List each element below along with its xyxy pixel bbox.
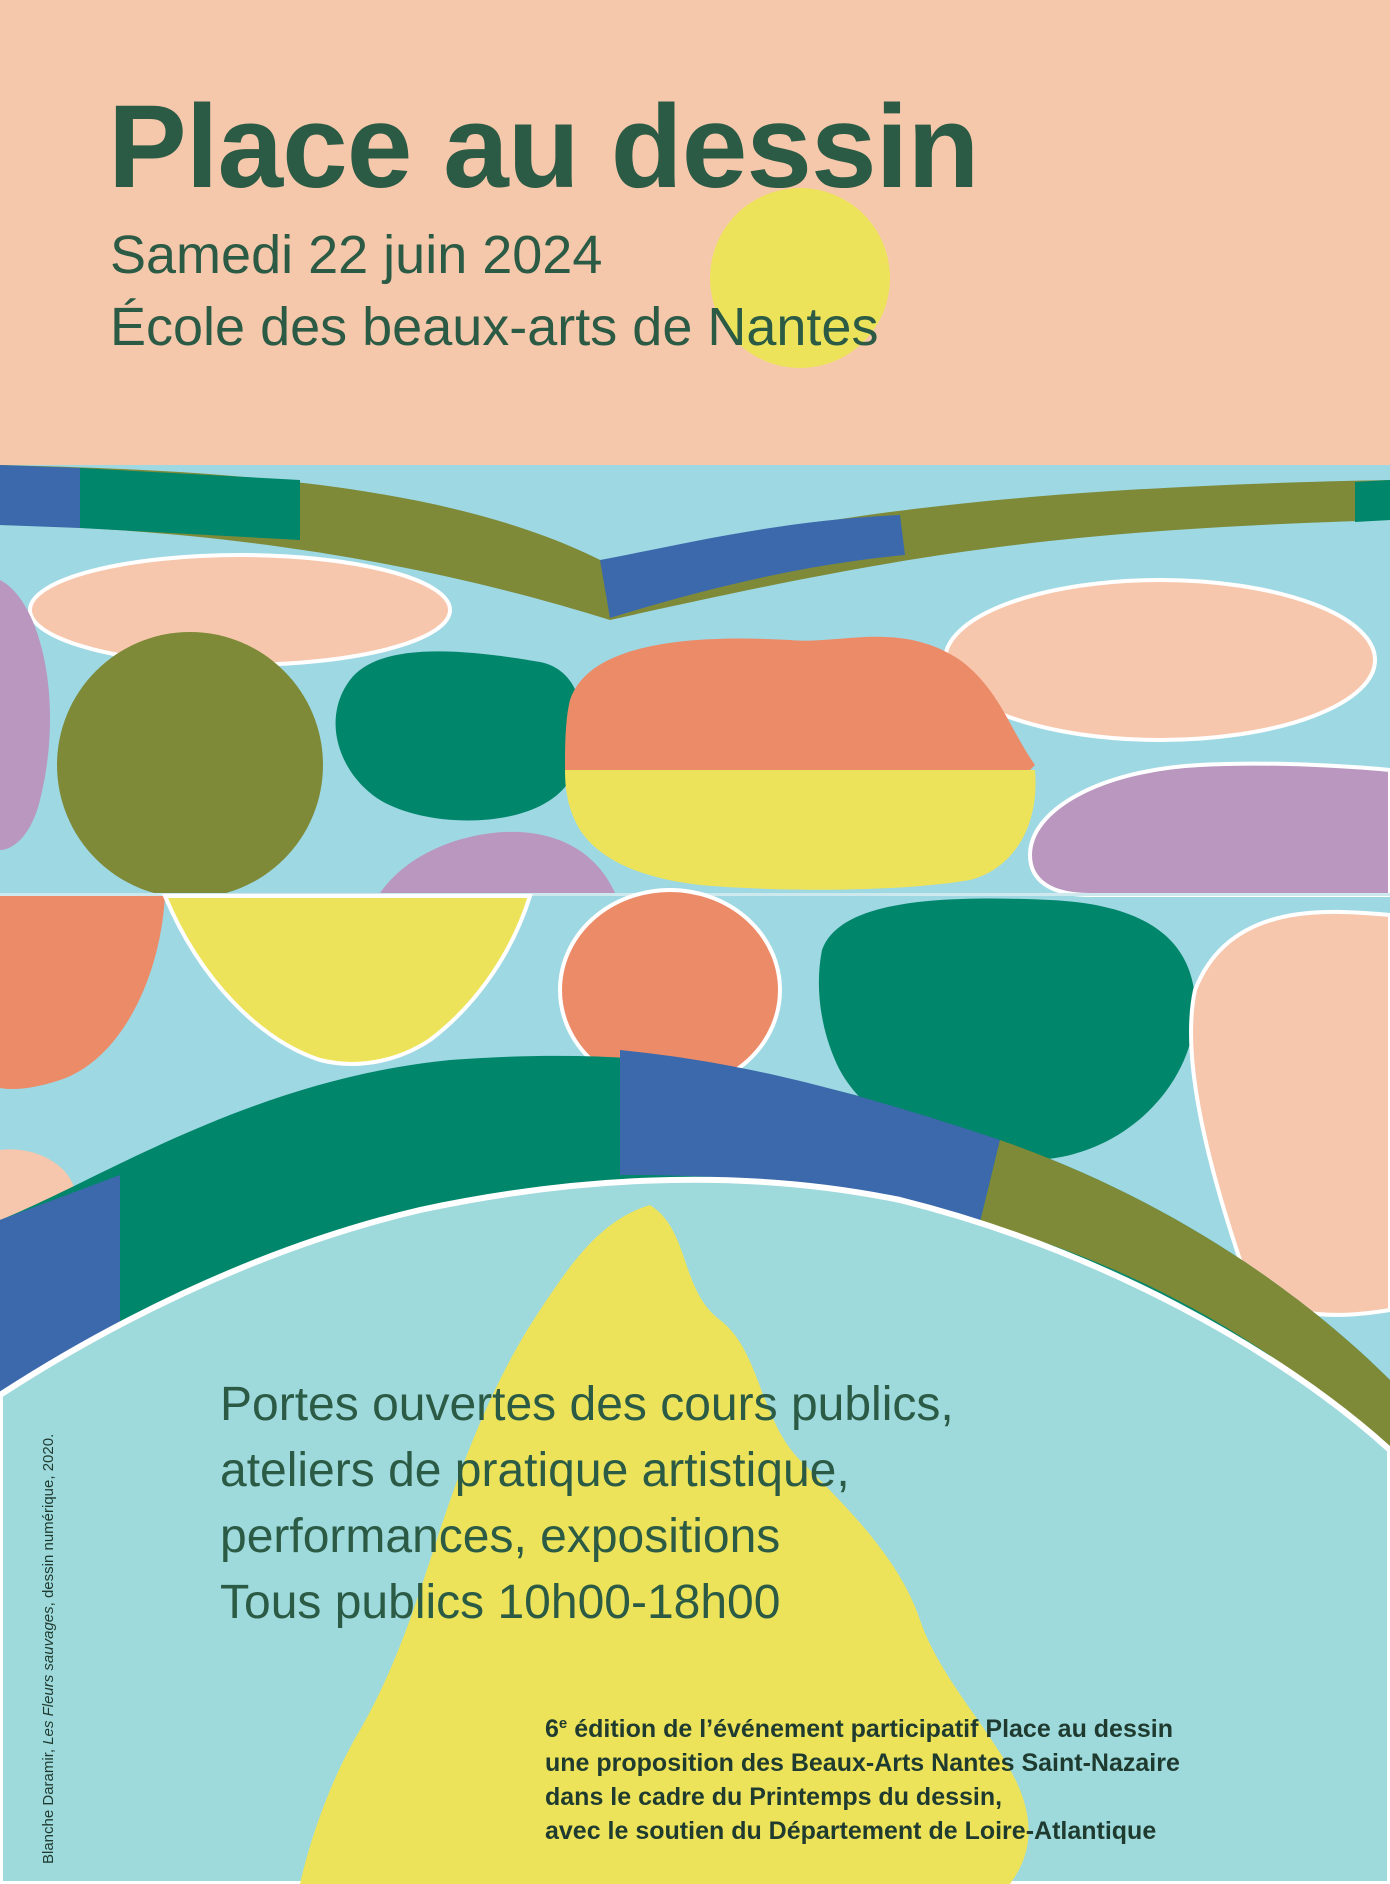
caption-details: , dessin numérique, 2020. [40,1433,57,1607]
program-line: Portes ouvertes des cours publics, [220,1378,954,1431]
peach-blob-upper-right [945,580,1375,740]
program-line: performances, expositions [220,1510,781,1563]
upper-band-teal [80,468,300,540]
artwork-caption [40,1434,57,1864]
program-line: Tous publics 10h00-18h00 [220,1576,781,1629]
upper-band-blue-left [0,465,80,528]
credits-line: avec le soutien du Département de Loire-Atlantique [545,1817,1157,1845]
caption-artist: Blanche Daramir, [40,1744,57,1864]
credits-line: dans le cadre du Printemps du dessin, [545,1783,1003,1811]
event-venue: École des beaux-arts de Nantes [110,297,879,357]
upper-band-teal-right [1355,480,1390,522]
poster-title: Place au dessin [108,81,979,213]
program-description [220,1372,954,1636]
caption-work-title: Les Fleurs sauvages [40,1606,57,1745]
olive-circle [57,632,323,898]
credits-line [545,1712,1180,1746]
program-line: ateliers de pratique artistique, [220,1444,850,1497]
edition-superscript: e [558,1715,568,1732]
credits-block [545,1712,1180,1848]
credits-line: une proposition des Beaux-Arts Nantes Saint-Nazaire [545,1749,1180,1777]
edition-number: 6 [545,1715,559,1743]
event-date: Samedi 22 juin 2024 [110,225,603,285]
credits-line-1-text: édition de l’événement participatif Place au dessin [567,1715,1173,1743]
